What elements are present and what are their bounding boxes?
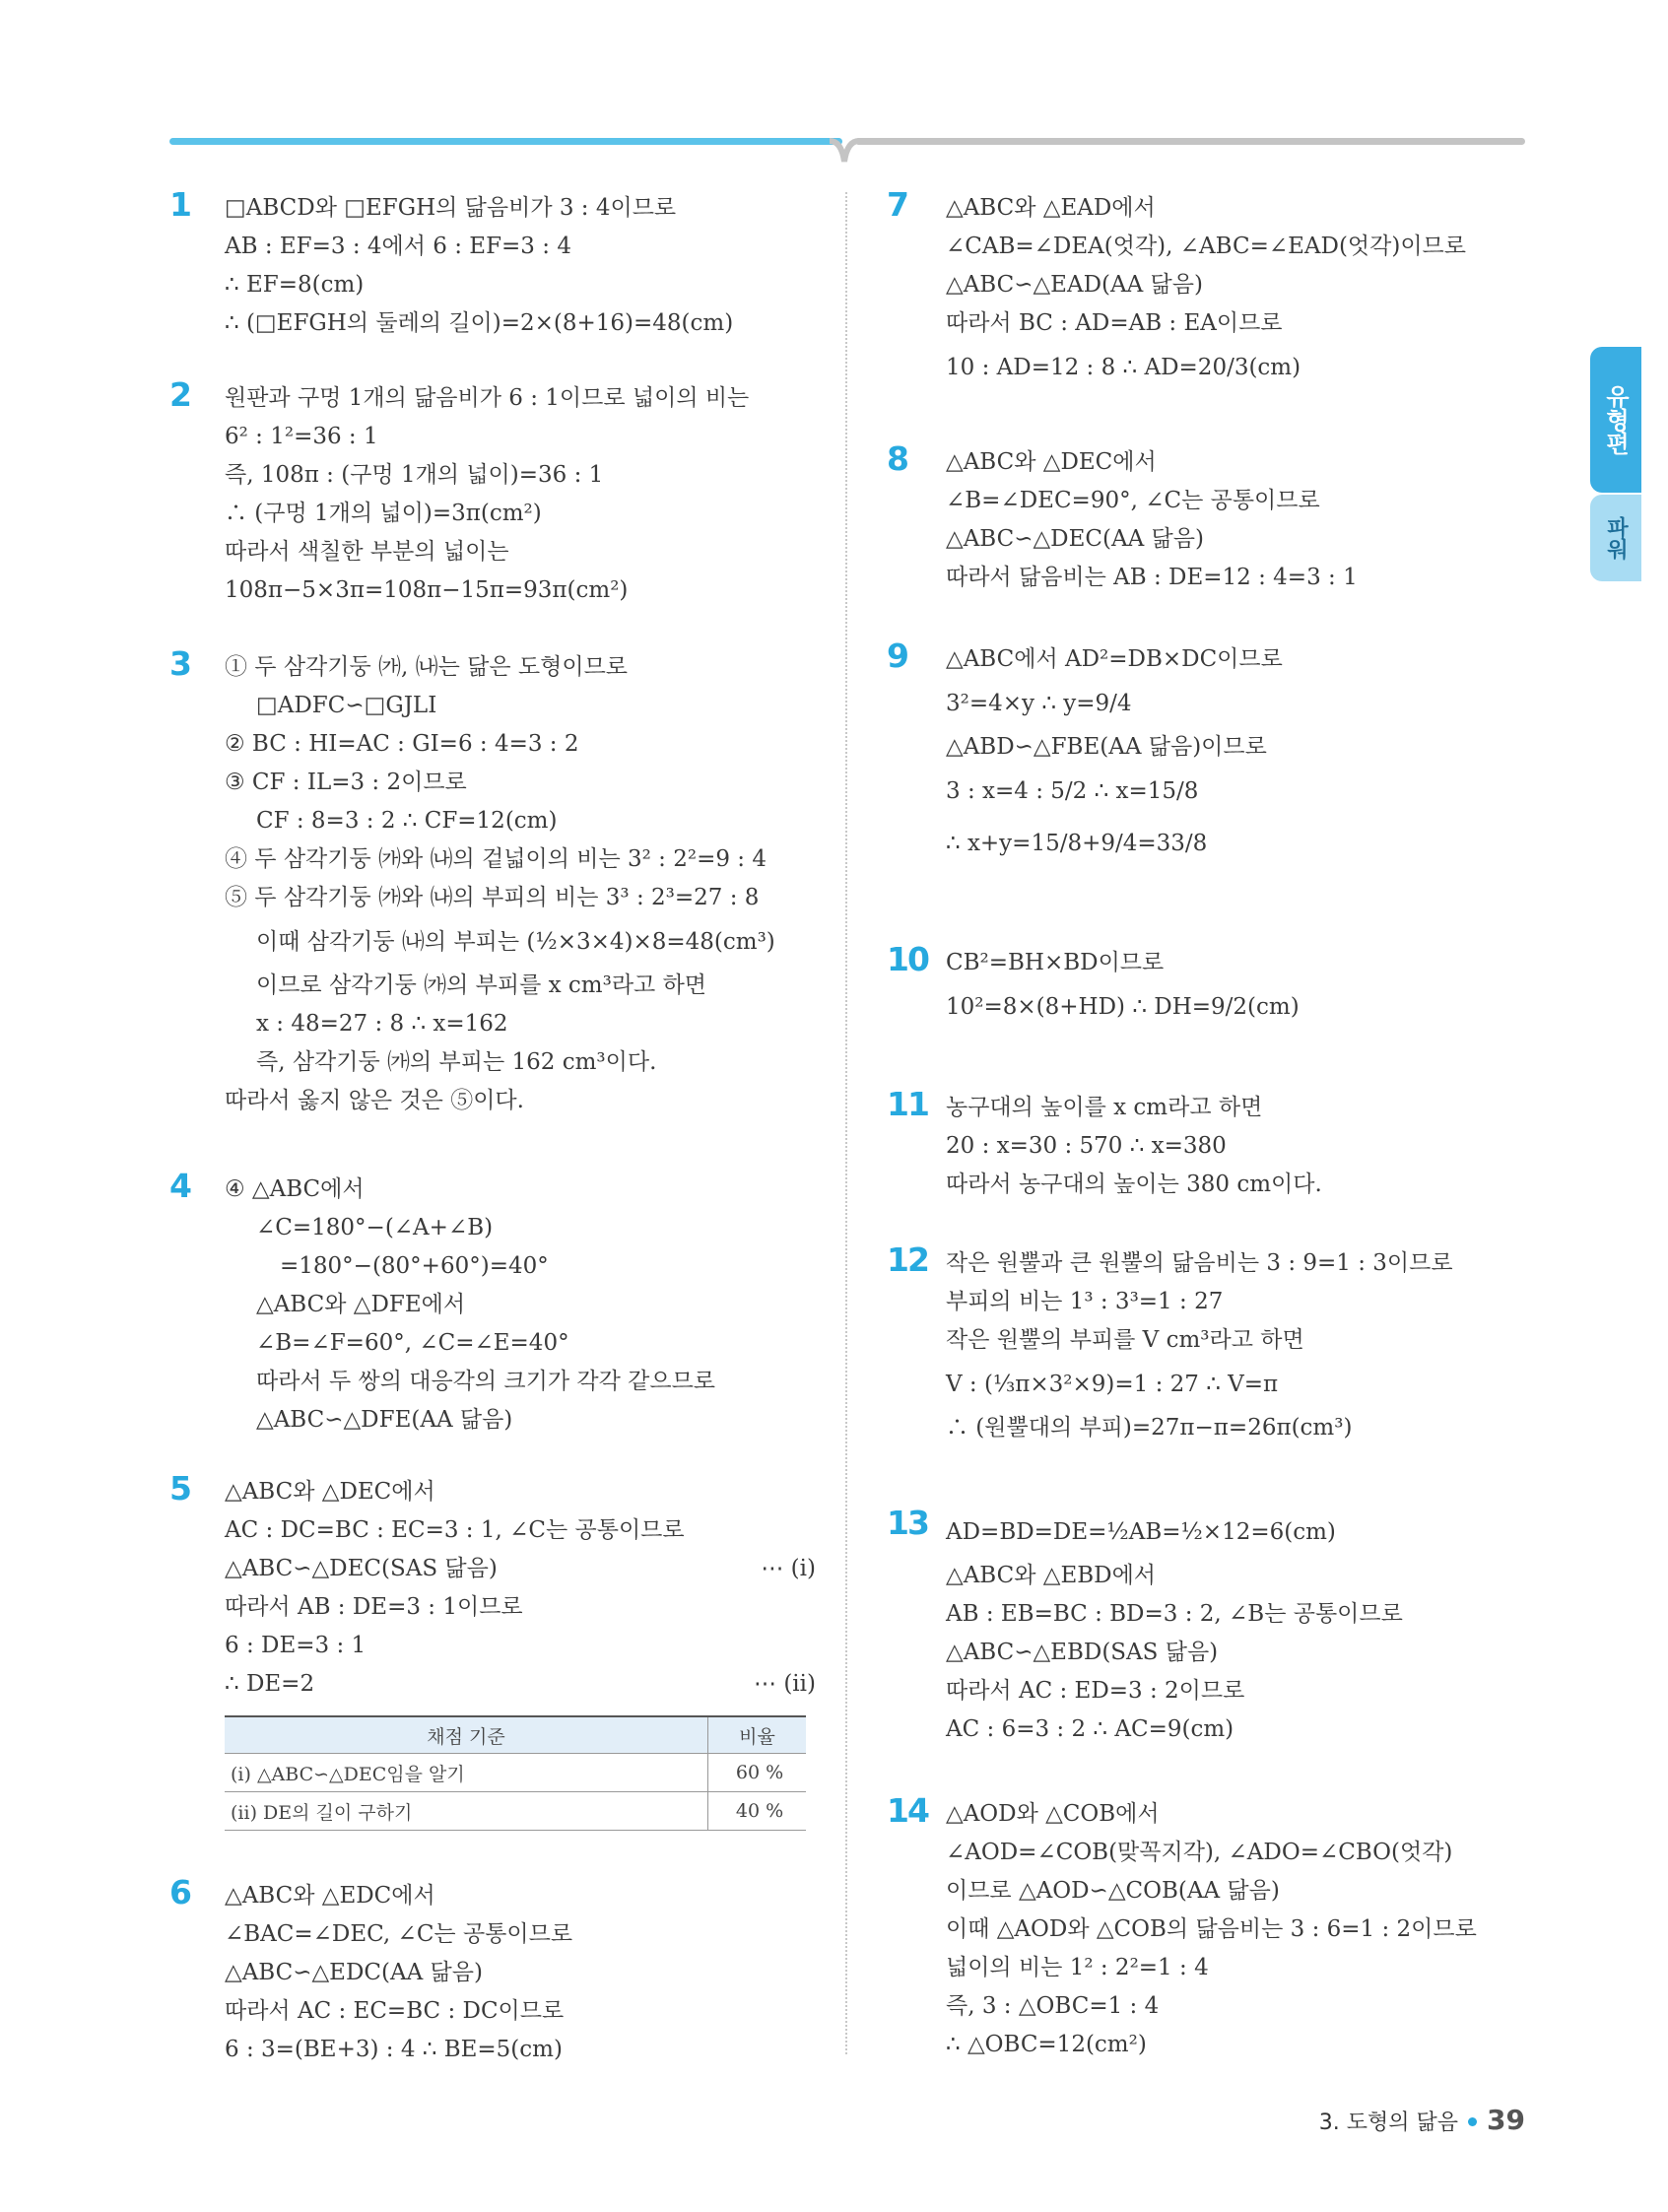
scoring-header-ratio: 비율 <box>708 1716 807 1754</box>
solution-line: AB : EB=BC : BD=3 : 2, ∠B는 공통이므로 <box>946 1601 1403 1627</box>
solution-line: 6 : DE=3 : 1 <box>225 1633 367 1658</box>
solution-line: AC : DC=BC : EC=3 : 1, ∠C는 공통이므로 <box>225 1517 685 1543</box>
solution-line: 즉, 108π : (구멍 1개의 넓이)=36 : 1 <box>225 462 604 488</box>
solution-line: =180°−(80°+60°)=40° <box>280 1253 549 1279</box>
solution-line: 이때 △AOD와 △COB의 닮음비는 3 : 6=1 : 2이므로 <box>946 1916 1477 1942</box>
scoring-ratio: 40 % <box>708 1792 807 1831</box>
solution-line: ∴ (구멍 1개의 넓이)=3π(cm²) <box>225 501 542 526</box>
step-marker: ⋯ (ⅰ) <box>761 1556 816 1581</box>
solution-line: □ADFC∽□GJLI <box>256 693 437 718</box>
problem-number: 8 <box>887 439 907 478</box>
solution-line: 10²=8×(8+HD) ∴ DH=9/2(cm) <box>946 994 1300 1020</box>
section-side-tab <box>1590 347 1641 583</box>
solution-line: □ABCD와 □EFGH의 닮음비가 3 : 4이므로 <box>225 195 677 221</box>
solution-line: 따라서 농구대의 높이는 380 cm이다. <box>946 1172 1322 1197</box>
solution-line: 농구대의 높이를 x cm라고 하면 <box>946 1095 1263 1120</box>
solution-line: △ABC∽△DFE(AA 닮음) <box>256 1407 513 1433</box>
solution-line: ∠C=180°−(∠A+∠B) <box>256 1215 494 1240</box>
column-divider <box>845 192 847 2054</box>
solution-line <box>225 1665 816 1704</box>
chapter-title: 3. 도형의 닮음 <box>1318 2111 1459 2135</box>
solution-line: ∴ x+y=15/8+9/4=33/8 <box>946 831 1208 856</box>
solution-line: ∠AOD=∠COB(맞꼭지각), ∠ADO=∠CBO(엇각) <box>946 1840 1453 1865</box>
solution-line: △ABC∽△EBD(SAS 닮음) <box>946 1640 1219 1665</box>
solution-line: 이므로 삼각기둥 ㈎의 부피를 x cm³라고 하면 <box>256 972 707 998</box>
solution-line: 이므로 △AOD∽△COB(AA 닮음) <box>946 1878 1280 1904</box>
solution-line: 이때 삼각기둥 ㈏의 부피는 (½×3×4)×8=48(cm³) <box>256 929 775 955</box>
solution-line: 따라서 두 쌍의 대응각의 크기가 각각 같으므로 <box>256 1369 716 1394</box>
solution-line <box>225 1550 816 1588</box>
page-footer <box>1319 2104 1525 2136</box>
bullet-dot-icon <box>1468 2117 1477 2126</box>
solution-line: 원판과 구멍 1개의 닮음비가 6 : 1이므로 넓이의 비는 <box>225 385 750 411</box>
solution-line: △ABC와 △DEC에서 <box>946 449 1157 475</box>
solution-line: 6² : 1²=36 : 1 <box>225 424 378 449</box>
solution-line: 작은 원뿔의 부피를 V cm³라고 하면 <box>946 1327 1304 1353</box>
side-tab-main: 유형편 <box>1590 347 1641 493</box>
top-bar-blue <box>169 138 842 145</box>
problem-number: 11 <box>887 1085 928 1123</box>
problem-number: 5 <box>169 1469 190 1508</box>
solution-line: △ABC와 △EDC에서 <box>225 1883 435 1909</box>
solution-line: AC : 6=3 : 2 ∴ AC=9(cm) <box>946 1716 1234 1742</box>
solution-line: △AOD와 △COB에서 <box>946 1801 1160 1827</box>
problem-number: 1 <box>169 185 190 224</box>
solution-line: ∴ △OBC=12(cm²) <box>946 2032 1147 2057</box>
solution-line: 10 : AD=12 : 8 ∴ AD=20/3(cm) <box>946 355 1301 380</box>
solution-line: ∴ EF=8(cm) <box>225 272 365 298</box>
solution-line: △ABC∽△EDC(AA 닮음) <box>225 1960 483 1985</box>
problem-number: 7 <box>887 185 907 224</box>
solution-line: 따라서 BC : AD=AB : EA이므로 <box>946 310 1283 336</box>
solution-line: 넓이의 비는 1² : 2²=1 : 4 <box>946 1955 1209 1980</box>
solution-line: 따라서 닮음비는 AB : DE=12 : 4=3 : 1 <box>946 565 1358 590</box>
problem-number: 14 <box>887 1791 928 1830</box>
problem-number: 2 <box>169 375 190 414</box>
solution-line: ④ △ABC에서 <box>225 1176 365 1202</box>
problem-number: 10 <box>887 940 928 978</box>
problem-number: 9 <box>887 637 907 675</box>
problem-number: 6 <box>169 1873 190 1911</box>
scoring-table <box>225 1715 806 1831</box>
solution-line: CB²=BH×BD이므로 <box>946 950 1165 975</box>
solution-line: 따라서 AC : ED=3 : 2이므로 <box>946 1678 1245 1704</box>
solution-line: ∴ (□EFGH의 둘레의 길이)=2×(8+16)=48(cm) <box>225 310 734 336</box>
table-row <box>225 1792 806 1831</box>
solution-line: ∠B=∠DEC=90°, ∠C는 공통이므로 <box>946 488 1320 513</box>
step-marker: ⋯ (ⅱ) <box>754 1671 816 1697</box>
solution-line: △ABC와 △EBD에서 <box>946 1563 1157 1588</box>
solution-line: 따라서 AC : EC=BC : DC이므로 <box>225 1998 565 2024</box>
solution-line: ① 두 삼각기둥 ㈎, ㈏는 닮은 도형이므로 <box>225 654 629 680</box>
solution-line: 108π−5×3π=108π−15π=93π(cm²) <box>225 577 629 603</box>
solution-line: △ABC∽△DEC(AA 닮음) <box>946 526 1204 552</box>
table-row <box>225 1754 806 1792</box>
solution-line: ② BC : HI=AC : GI=6 : 4=3 : 2 <box>225 731 579 757</box>
solution-text: ∴ DE=2 <box>225 1671 315 1697</box>
scoring-header-criteria: 채점 기준 <box>225 1716 708 1754</box>
top-bar-gray <box>855 138 1525 145</box>
solution-line: ⑤ 두 삼각기둥 ㈎와 ㈏의 부피의 비는 3³ : 2³=27 : 8 <box>225 885 760 910</box>
solution-line: 3²=4×y ∴ y=9/4 <box>946 691 1132 716</box>
solution-line: ③ CF : IL=3 : 2이므로 <box>225 770 467 795</box>
page-number: 39 <box>1487 2104 1525 2136</box>
solution-line: 즉, 삼각기둥 ㈎의 부피는 162 cm³이다. <box>256 1049 657 1075</box>
problem-number: 3 <box>169 644 190 683</box>
solution-line: 작은 원뿔과 큰 원뿔의 닮음비는 3 : 9=1 : 3이므로 <box>946 1250 1453 1276</box>
problem-number: 13 <box>887 1504 928 1542</box>
solution-line: 3 : x=4 : 5/2 ∴ x=15/8 <box>946 778 1199 804</box>
solution-line: 따라서 AB : DE=3 : 1이므로 <box>225 1594 523 1620</box>
solution-line: AB : EF=3 : 4에서 6 : EF=3 : 4 <box>225 234 571 259</box>
solution-line: V : (⅓π×3²×9)=1 : 27 ∴ V=π <box>946 1372 1279 1397</box>
solution-line: 부피의 비는 1³ : 3³=1 : 27 <box>946 1289 1224 1314</box>
solution-text: △ABC∽△DEC(SAS 닮음) <box>225 1556 498 1581</box>
scoring-criteria: (ⅱ) DE의 길이 구하기 <box>225 1792 708 1831</box>
solution-line: CF : 8=3 : 2 ∴ CF=12(cm) <box>256 808 558 834</box>
solution-line: △ABC와 △DFE에서 <box>256 1292 466 1317</box>
scoring-criteria: (ⅰ) △ABC∽△DEC임을 알기 <box>225 1754 708 1792</box>
solution-line: 따라서 옳지 않은 것은 ⑤이다. <box>225 1088 524 1113</box>
solution-line: △ABC와 △DEC에서 <box>225 1479 435 1505</box>
solution-line: 즉, 3 : △OBC=1 : 4 <box>946 1993 1160 2019</box>
solution-line: ∴ (원뿔대의 부피)=27π−π=26π(cm³) <box>946 1415 1353 1441</box>
solution-line: △ABC와 △EAD에서 <box>946 195 1156 221</box>
scoring-ratio: 60 % <box>708 1754 807 1792</box>
solution-line: △ABC∽△EAD(AA 닮음) <box>946 272 1203 298</box>
solution-line: AD=BD=DE=½AB=½×12=6(cm) <box>946 1519 1336 1545</box>
solution-line: ④ 두 삼각기둥 ㈎와 ㈏의 겉넓이의 비는 3² : 2²=9 : 4 <box>225 846 767 872</box>
side-tab-sub: 파워 <box>1590 495 1641 581</box>
solution-line: ∠B=∠F=60°, ∠C=∠E=40° <box>256 1330 569 1356</box>
solution-line: △ABD∽△FBE(AA 닮음)이므로 <box>946 734 1267 760</box>
solution-line: 따라서 색칠한 부분의 넓이는 <box>225 539 509 565</box>
solution-line: 20 : x=30 : 570 ∴ x=380 <box>946 1133 1227 1159</box>
problem-number: 4 <box>169 1167 190 1205</box>
solution-line: 6 : 3=(BE+3) : 4 ∴ BE=5(cm) <box>225 2037 563 2062</box>
problem-number: 12 <box>887 1240 928 1279</box>
solution-line: x : 48=27 : 8 ∴ x=162 <box>256 1011 508 1037</box>
solution-line: ∠BAC=∠DEC, ∠C는 공통이므로 <box>225 1921 573 1947</box>
solution-line: △ABC에서 AD²=DB×DC이므로 <box>946 646 1283 672</box>
solution-line: ∠CAB=∠DEA(엇각), ∠ABC=∠EAD(엇각)이므로 <box>946 234 1466 259</box>
